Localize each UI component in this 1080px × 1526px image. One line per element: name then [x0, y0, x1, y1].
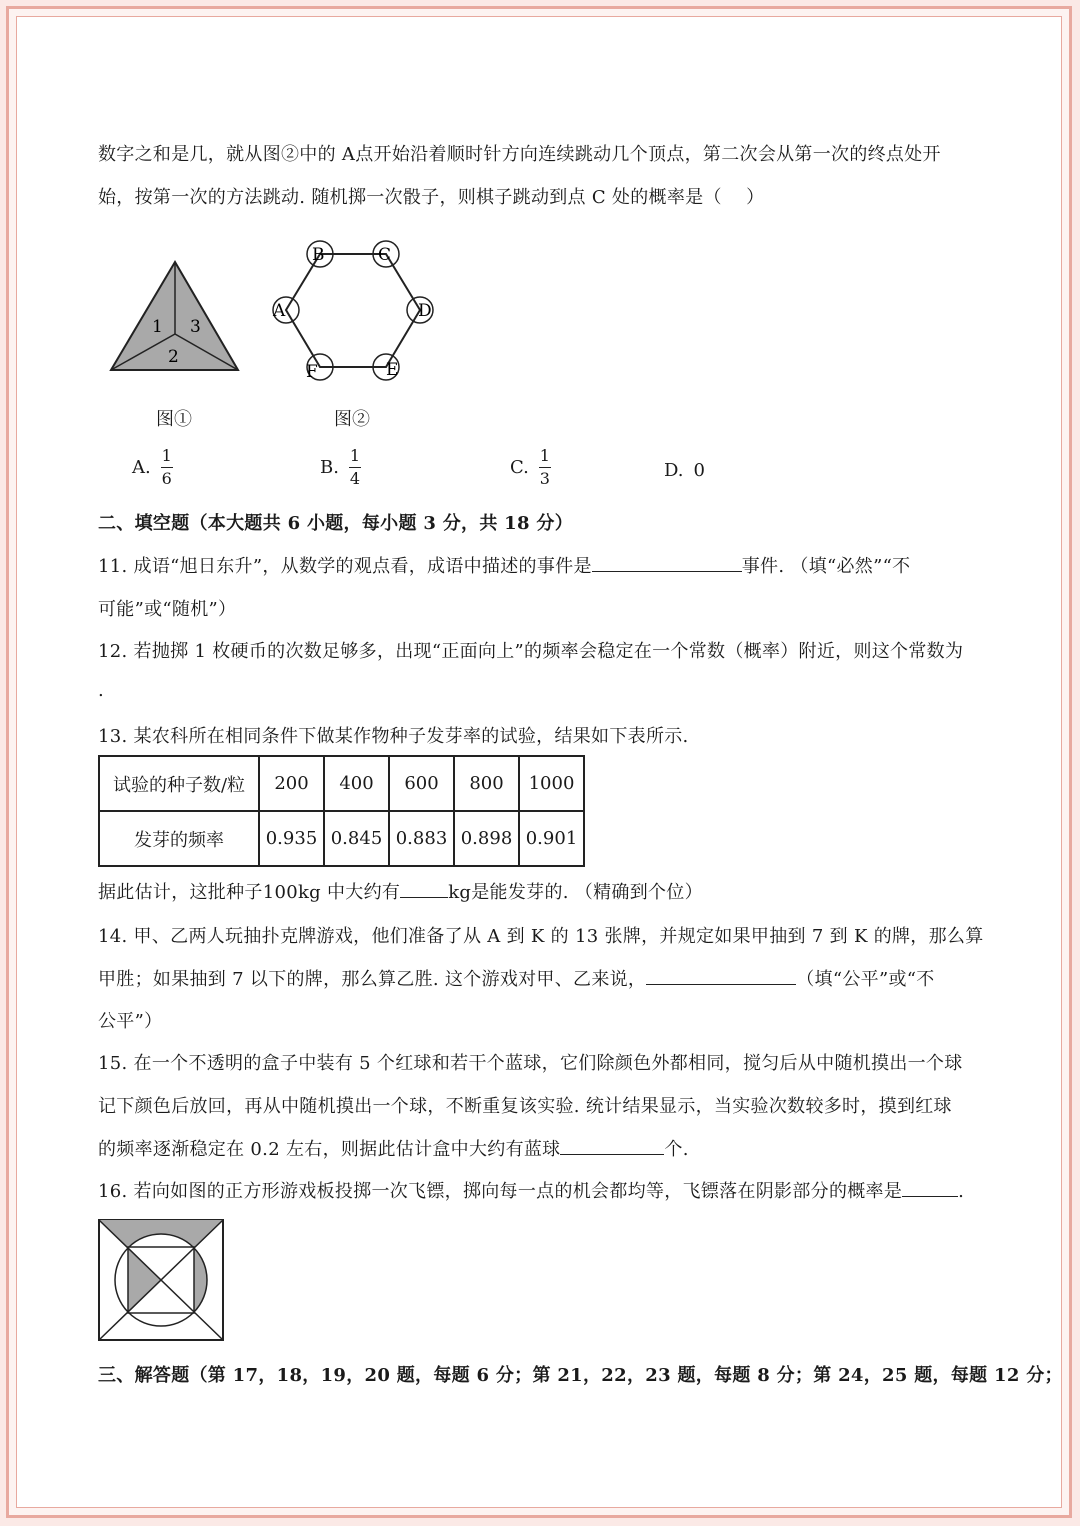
q12-line-2: .	[98, 680, 105, 701]
q13-intro: 13. 某农科所在相同条件下做某作物种子发芽率的试验，结果如下表所示.	[98, 726, 689, 747]
section-2-title: 二、填空题（本大题共 6 小题，每小题 3 分，共 18 分）	[98, 513, 573, 534]
table-row	[99, 756, 584, 811]
figure-2-caption: 图②	[334, 409, 370, 430]
q16-text-after: .	[958, 1181, 965, 1202]
q15-text-after: 个.	[664, 1139, 689, 1160]
figure-2-hexagon	[268, 236, 440, 386]
figure-1-caption: 图①	[156, 409, 192, 430]
q10-line-1: 数字之和是几，就从图②中的 A点开始沿着顺时针方向连续跳动几个顶点，第二次会从第一次的终点处开	[98, 144, 941, 165]
q16-dartboard-figure	[97, 1218, 225, 1342]
choice-d-label: D.	[664, 460, 684, 481]
q13-after-after: kg是能发芽的. （精确到个位）	[448, 882, 703, 903]
q16-answer-blank[interactable]	[902, 1178, 958, 1197]
table-row	[99, 811, 584, 866]
q14-line-2	[98, 965, 935, 991]
hexagon-shape	[286, 254, 420, 367]
vertex-d	[407, 297, 433, 323]
q16-text-before: 16. 若向如图的正方形游戏板投掷一次飞镖，掷向每一点的机会都均等，飞镖落在阴影部分的概率是	[98, 1181, 903, 1202]
triangle-label-1: 1	[152, 317, 163, 337]
q11-text-after: 事件. （填“必然”“不	[741, 556, 911, 577]
vertex-label-d: D	[418, 301, 432, 321]
choice-b-numerator: 1	[349, 446, 361, 465]
choice-b-fraction	[349, 448, 361, 487]
vertex-label-c: C	[378, 245, 392, 265]
q14-answer-blank[interactable]	[646, 966, 796, 985]
q10-line-2: 始，按第一次的方法跳动. 随机掷一次骰子，则棋子跳动到点 C 处的概率是（ ）	[98, 187, 765, 208]
triangle-label-2: 2	[168, 347, 179, 367]
choice-a-fraction	[161, 448, 173, 487]
section-3-title: 三、解答题（第 17，18，19，20 题，每题 6 分；第 21，22，23 题，每题 8 分；第 24，25 题，每题 12 分；	[98, 1365, 1063, 1386]
q15-line-3	[98, 1135, 689, 1161]
choice-c-fraction	[539, 448, 551, 487]
choice-a-denominator: 6	[161, 469, 172, 488]
q11-answer-blank[interactable]	[592, 553, 742, 572]
table-cell-frequency: 0.845	[324, 811, 389, 866]
table-cell-count: 400	[324, 756, 389, 811]
q13-data-table	[98, 755, 585, 867]
table-cell-frequency: 0.898	[454, 811, 519, 866]
q11-line-1	[98, 552, 910, 578]
q11-line-2: 可能”或“随机”）	[98, 599, 237, 620]
vertex-label-f: F	[306, 362, 318, 382]
figure-1-triangle	[108, 258, 242, 376]
q14-line-3: 公平”）	[98, 1011, 163, 1032]
choice-a	[132, 448, 173, 487]
q15-answer-blank[interactable]	[560, 1136, 664, 1155]
choice-c-denominator: 3	[539, 469, 550, 488]
vertex-label-e: E	[386, 360, 399, 380]
table-cell-frequency: 0.883	[389, 811, 454, 866]
q14-text-after: （填“公平”或“不	[796, 969, 935, 990]
choice-c	[510, 448, 551, 487]
choice-b-label: B.	[320, 457, 339, 478]
choice-c-label: C.	[510, 457, 529, 478]
choice-c-numerator: 1	[539, 446, 550, 465]
table-cell-frequency: 0.901	[519, 811, 584, 866]
choice-a-numerator: 1	[161, 446, 172, 465]
choice-b-denominator: 4	[349, 469, 361, 488]
table-cell-count: 800	[454, 756, 519, 811]
q15-line-1: 15. 在一个不透明的盒子中装有 5 个红球和若干个蓝球，它们除颜色外都相同，搅匀后从中随机摸出一个球	[98, 1053, 963, 1074]
table-row-label: 发芽的频率	[99, 811, 259, 866]
q13-answer-blank[interactable]	[400, 879, 448, 898]
choice-d-value: 0	[693, 460, 705, 481]
table-cell-count: 200	[259, 756, 324, 811]
table-cell-count: 1000	[519, 756, 584, 811]
vertex-label-b: B	[312, 245, 325, 265]
table-cell-frequency: 0.935	[259, 811, 324, 866]
q15-line-2: 记下颜色后放回，再从中随机摸出一个球，不断重复该实验. 统计结果显示，当实验次数较多时，摸到红球	[98, 1096, 952, 1117]
triangle-label-3: 3	[190, 317, 201, 337]
vertex-label-a: A	[273, 301, 286, 321]
choice-a-label: A.	[132, 457, 151, 478]
q11-text-before: 11. 成语“旭日东升”，从数学的观点看，成语中描述的事件是	[98, 556, 592, 577]
q14-text-before: 甲胜；如果抽到 7 以下的牌，那么算乙胜. 这个游戏对甲、乙来说，	[98, 969, 647, 990]
q14-line-1: 14. 甲、乙两人玩抽扑克牌游戏，他们准备了从 A 到 K 的 13 张牌，并规定如果甲抽到 7 到 K 的牌，那么算	[98, 926, 984, 947]
q12-line-1: 12. 若抛掷 1 枚硬币的次数足够多，出现“正面向上”的频率会稳定在一个常数（概率）附近，则这个常数为	[98, 641, 964, 662]
q13-after	[98, 878, 703, 904]
table-header-label: 试验的种子数/粒	[99, 756, 259, 811]
q15-text-before: 的频率逐渐稳定在 0.2 左右，则据此估计盒中大约有蓝球	[98, 1139, 561, 1160]
choice-b	[320, 448, 361, 487]
choice-d	[664, 460, 705, 481]
q16-line-1	[98, 1177, 964, 1203]
q13-after-before: 据此估计，这批种子100kg 中大约有	[98, 882, 401, 903]
table-cell-count: 600	[389, 756, 454, 811]
